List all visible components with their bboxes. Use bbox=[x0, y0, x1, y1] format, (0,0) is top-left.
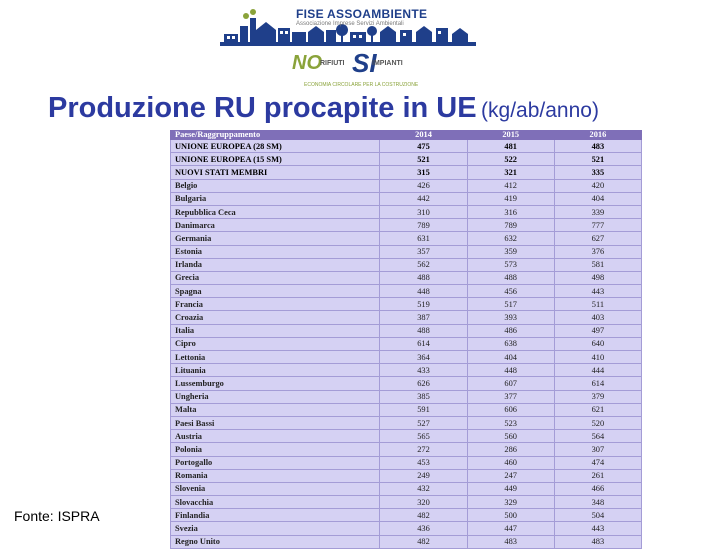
value-2016-cell: 520 bbox=[554, 416, 641, 429]
table-header-row bbox=[171, 131, 642, 140]
value-2016-cell: 466 bbox=[554, 482, 641, 495]
value-2015-cell: 500 bbox=[467, 509, 554, 522]
country-cell: Estonia bbox=[171, 245, 380, 258]
value-2015-cell: 606 bbox=[467, 403, 554, 416]
value-2016-cell: 420 bbox=[554, 179, 641, 192]
country-cell: NUOVI STATI MEMBRI bbox=[171, 166, 380, 179]
value-2014-cell: 364 bbox=[380, 351, 467, 364]
value-2014-cell: 272 bbox=[380, 443, 467, 456]
value-2014-cell: 519 bbox=[380, 298, 467, 311]
logo-rifiuti-text: RIFIUTI bbox=[320, 60, 345, 67]
value-2015-cell: 393 bbox=[467, 311, 554, 324]
value-2015-cell: 488 bbox=[467, 271, 554, 284]
logo-subtitle: ECONOMIA CIRCOLARE PER LA COSTRUZIONE bbox=[304, 82, 419, 88]
table-row bbox=[171, 482, 642, 495]
country-cell: Romania bbox=[171, 469, 380, 482]
value-2014-cell: 565 bbox=[380, 430, 467, 443]
country-cell: Regno Unito bbox=[171, 535, 380, 548]
logo-no-text: NO bbox=[292, 52, 322, 74]
fise-tagline: Associazione Imprese Servizi Ambientali bbox=[296, 21, 404, 27]
value-2016-cell: 443 bbox=[554, 285, 641, 298]
country-cell: Malta bbox=[171, 403, 380, 416]
value-2015-cell: 448 bbox=[467, 364, 554, 377]
value-2016-cell: 581 bbox=[554, 258, 641, 271]
value-2015-cell: 632 bbox=[467, 232, 554, 245]
value-2014-cell: 385 bbox=[380, 390, 467, 403]
value-2015-cell: 483 bbox=[467, 535, 554, 548]
value-2014-cell: 426 bbox=[380, 179, 467, 192]
table-row bbox=[171, 377, 642, 390]
country-cell: UNIONE EUROPEA (28 SM) bbox=[171, 140, 380, 153]
value-2015-cell: 286 bbox=[467, 443, 554, 456]
table-row bbox=[171, 153, 642, 166]
table-row bbox=[171, 456, 642, 469]
value-2014-cell: 591 bbox=[380, 403, 467, 416]
value-2015-cell: 359 bbox=[467, 245, 554, 258]
value-2014-cell: 626 bbox=[380, 377, 467, 390]
table-row bbox=[171, 337, 642, 350]
value-2014-cell: 614 bbox=[380, 337, 467, 350]
column-header-country: Paese/Raggruppamento bbox=[171, 131, 380, 140]
country-cell: UNIONE EUROPEA (15 SM) bbox=[171, 153, 380, 166]
table-row bbox=[171, 311, 642, 324]
value-2016-cell: 614 bbox=[554, 377, 641, 390]
value-2014-cell: 488 bbox=[380, 324, 467, 337]
column-header-2014: 2014 bbox=[380, 131, 467, 140]
value-2016-cell: 261 bbox=[554, 469, 641, 482]
table-row bbox=[171, 535, 642, 548]
value-2015-cell: 412 bbox=[467, 179, 554, 192]
table-row bbox=[171, 166, 642, 179]
value-2016-cell: 498 bbox=[554, 271, 641, 284]
fise-brand-text: FISE ASSOAMBIENTE bbox=[296, 7, 428, 21]
country-cell: Spagna bbox=[171, 285, 380, 298]
slide-title-main: Produzione RU procapite in UE bbox=[48, 92, 477, 124]
value-2014-cell: 789 bbox=[380, 219, 467, 232]
value-2016-cell: 410 bbox=[554, 351, 641, 364]
country-cell: Lettonia bbox=[171, 351, 380, 364]
value-2015-cell: 404 bbox=[467, 351, 554, 364]
value-2016-cell: 307 bbox=[554, 443, 641, 456]
value-2015-cell: 523 bbox=[467, 416, 554, 429]
value-2016-cell: 335 bbox=[554, 166, 641, 179]
table-body bbox=[171, 140, 642, 549]
table-row bbox=[171, 522, 642, 535]
table-row bbox=[171, 390, 642, 403]
value-2016-cell: 348 bbox=[554, 496, 641, 509]
table-row bbox=[171, 140, 642, 153]
value-2015-cell: 560 bbox=[467, 430, 554, 443]
value-2014-cell: 562 bbox=[380, 258, 467, 271]
fise-assoambiente-logo bbox=[220, 4, 476, 52]
value-2016-cell: 444 bbox=[554, 364, 641, 377]
value-2016-cell: 621 bbox=[554, 403, 641, 416]
country-cell: Austria bbox=[171, 430, 380, 443]
table-row bbox=[171, 469, 642, 482]
country-cell: Finlandia bbox=[171, 509, 380, 522]
value-2015-cell: 377 bbox=[467, 390, 554, 403]
value-2014-cell: 442 bbox=[380, 192, 467, 205]
value-2015-cell: 638 bbox=[467, 337, 554, 350]
value-2016-cell: 483 bbox=[554, 140, 641, 153]
value-2016-cell: 640 bbox=[554, 337, 641, 350]
country-cell: Irlanda bbox=[171, 258, 380, 271]
value-2016-cell: 504 bbox=[554, 509, 641, 522]
value-2014-cell: 631 bbox=[380, 232, 467, 245]
table-row bbox=[171, 443, 642, 456]
value-2016-cell: 521 bbox=[554, 153, 641, 166]
value-2015-cell: 573 bbox=[467, 258, 554, 271]
value-2016-cell: 403 bbox=[554, 311, 641, 324]
value-2014-cell: 488 bbox=[380, 271, 467, 284]
table-row bbox=[171, 232, 642, 245]
table-row bbox=[171, 271, 642, 284]
slide-title bbox=[48, 92, 599, 125]
value-2016-cell: 511 bbox=[554, 298, 641, 311]
column-header-2016: 2016 bbox=[554, 131, 641, 140]
logo-si-text: SI bbox=[352, 48, 377, 78]
value-2014-cell: 249 bbox=[380, 469, 467, 482]
column-header-2015: 2015 bbox=[467, 131, 554, 140]
table-row bbox=[171, 179, 642, 192]
value-2016-cell: 564 bbox=[554, 430, 641, 443]
table-row bbox=[171, 205, 642, 218]
table-row bbox=[171, 403, 642, 416]
value-2016-cell: 483 bbox=[554, 535, 641, 548]
country-cell: Croazia bbox=[171, 311, 380, 324]
value-2015-cell: 321 bbox=[467, 166, 554, 179]
value-2015-cell: 247 bbox=[467, 469, 554, 482]
value-2014-cell: 475 bbox=[380, 140, 467, 153]
value-2014-cell: 387 bbox=[380, 311, 467, 324]
country-cell: Lussemburgo bbox=[171, 377, 380, 390]
table-row bbox=[171, 364, 642, 377]
table-row bbox=[171, 258, 642, 271]
table-row bbox=[171, 219, 642, 232]
table-row bbox=[171, 298, 642, 311]
value-2015-cell: 460 bbox=[467, 456, 554, 469]
country-cell: Bulgaria bbox=[171, 192, 380, 205]
value-2016-cell: 379 bbox=[554, 390, 641, 403]
table-row bbox=[171, 496, 642, 509]
value-2015-cell: 607 bbox=[467, 377, 554, 390]
country-cell: Ungheria bbox=[171, 390, 380, 403]
value-2014-cell: 433 bbox=[380, 364, 467, 377]
value-2016-cell: 627 bbox=[554, 232, 641, 245]
country-cell: Lituania bbox=[171, 364, 380, 377]
waste-production-table-container bbox=[170, 130, 642, 547]
value-2014-cell: 320 bbox=[380, 496, 467, 509]
value-2014-cell: 436 bbox=[380, 522, 467, 535]
value-2014-cell: 432 bbox=[380, 482, 467, 495]
value-2016-cell: 376 bbox=[554, 245, 641, 258]
value-2015-cell: 316 bbox=[467, 205, 554, 218]
country-cell: Repubblica Ceca bbox=[171, 205, 380, 218]
value-2016-cell: 443 bbox=[554, 522, 641, 535]
value-2016-cell: 339 bbox=[554, 205, 641, 218]
table-row bbox=[171, 324, 642, 337]
table-row bbox=[171, 192, 642, 205]
table-row bbox=[171, 509, 642, 522]
value-2014-cell: 482 bbox=[380, 509, 467, 522]
value-2015-cell: 419 bbox=[467, 192, 554, 205]
value-2014-cell: 357 bbox=[380, 245, 467, 258]
table-row bbox=[171, 245, 642, 258]
value-2015-cell: 522 bbox=[467, 153, 554, 166]
value-2014-cell: 527 bbox=[380, 416, 467, 429]
country-cell: Danimarca bbox=[171, 219, 380, 232]
country-cell: Svezia bbox=[171, 522, 380, 535]
logo-impianti-text: IMPIANTI bbox=[372, 60, 403, 67]
country-cell: Francia bbox=[171, 298, 380, 311]
value-2016-cell: 497 bbox=[554, 324, 641, 337]
country-cell: Paesi Bassi bbox=[171, 416, 380, 429]
value-2016-cell: 404 bbox=[554, 192, 641, 205]
value-2015-cell: 447 bbox=[467, 522, 554, 535]
country-cell: Grecia bbox=[171, 271, 380, 284]
value-2016-cell: 474 bbox=[554, 456, 641, 469]
country-cell: Cipro bbox=[171, 337, 380, 350]
country-cell: Belgio bbox=[171, 179, 380, 192]
value-2014-cell: 482 bbox=[380, 535, 467, 548]
value-2015-cell: 329 bbox=[467, 496, 554, 509]
country-cell: Germania bbox=[171, 232, 380, 245]
value-2014-cell: 310 bbox=[380, 205, 467, 218]
country-cell: Polonia bbox=[171, 443, 380, 456]
table-row bbox=[171, 416, 642, 429]
value-2016-cell: 777 bbox=[554, 219, 641, 232]
table-row bbox=[171, 430, 642, 443]
waste-production-table bbox=[170, 130, 642, 549]
value-2015-cell: 481 bbox=[467, 140, 554, 153]
value-2014-cell: 453 bbox=[380, 456, 467, 469]
country-cell: Slovenia bbox=[171, 482, 380, 495]
value-2014-cell: 521 bbox=[380, 153, 467, 166]
value-2015-cell: 456 bbox=[467, 285, 554, 298]
value-2014-cell: 315 bbox=[380, 166, 467, 179]
country-cell: Portogallo bbox=[171, 456, 380, 469]
slide-title-unit: (kg/ab/anno) bbox=[481, 99, 599, 122]
country-cell: Slovacchia bbox=[171, 496, 380, 509]
value-2015-cell: 449 bbox=[467, 482, 554, 495]
value-2015-cell: 517 bbox=[467, 298, 554, 311]
source-note: Fonte: ISPRA bbox=[14, 508, 100, 524]
value-2015-cell: 789 bbox=[467, 219, 554, 232]
country-cell: Italia bbox=[171, 324, 380, 337]
table-row bbox=[171, 285, 642, 298]
value-2014-cell: 448 bbox=[380, 285, 467, 298]
table-row bbox=[171, 351, 642, 364]
value-2015-cell: 486 bbox=[467, 324, 554, 337]
